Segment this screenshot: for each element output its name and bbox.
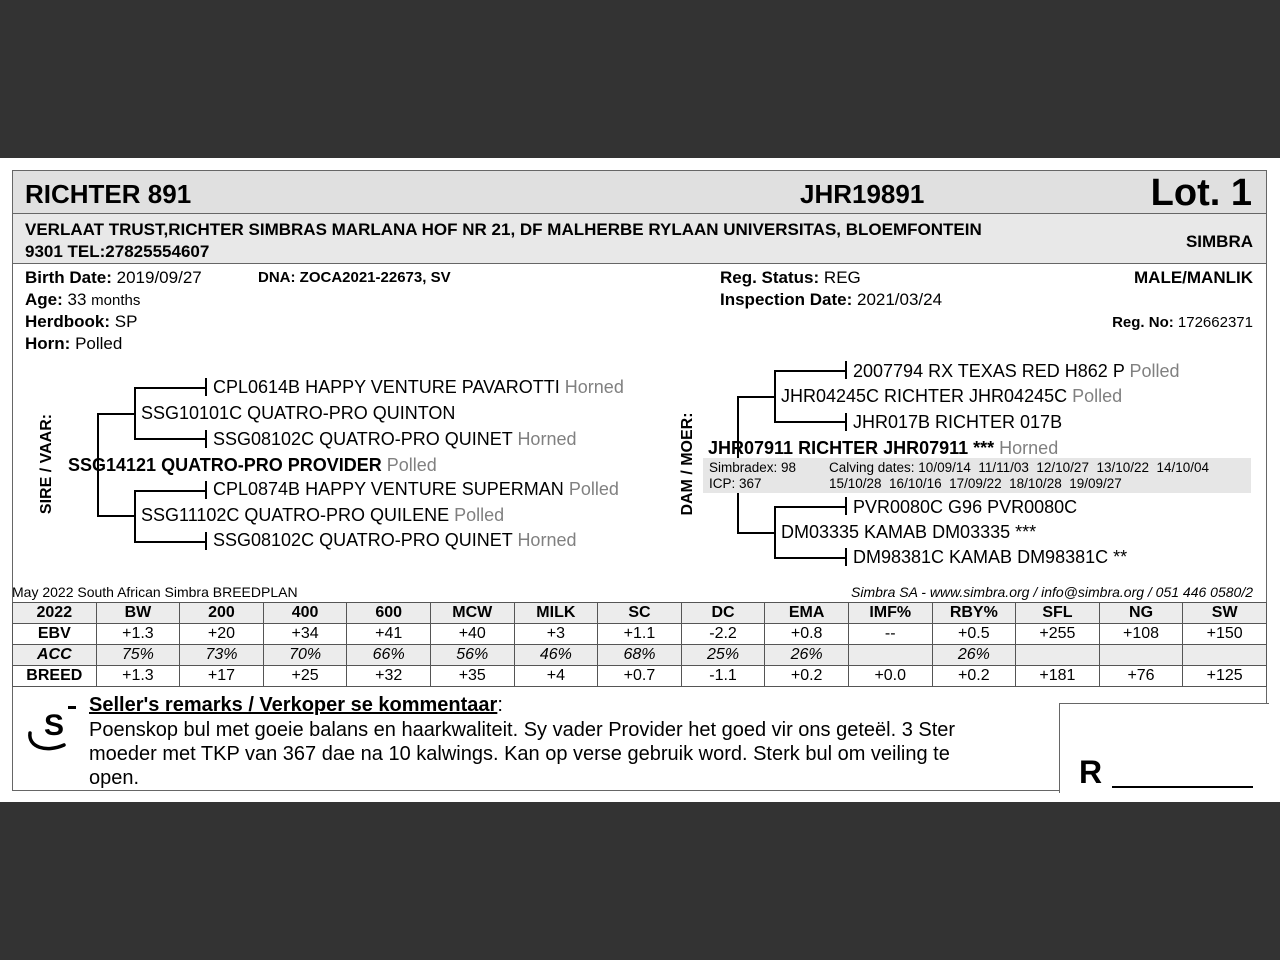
breed-cell: +181 — [1016, 666, 1100, 687]
ebv-cell: +0.5 — [932, 624, 1016, 645]
row-label: EBV — [13, 624, 97, 645]
pedigree-name: CPL0874B HAPPY VENTURE SUPERMAN — [213, 479, 564, 499]
sire-name — [68, 455, 437, 476]
herdbook — [25, 312, 137, 332]
pedigree-name: 2007794 RX TEXAS RED H862 P — [853, 361, 1125, 381]
acc-cell — [1183, 645, 1267, 666]
breed-cell: -1.1 — [681, 666, 765, 687]
horn-label: Horn: — [25, 334, 71, 353]
calving-dates-line2: 15/10/28 16/10/16 17/09/22 18/10/28 19/09/27 — [829, 476, 1122, 491]
pedigree-status: Horned — [564, 377, 624, 397]
ebv-header-cell: IMF% — [848, 603, 932, 624]
acc-cell: 66% — [347, 645, 431, 666]
birth-date — [25, 268, 202, 288]
dam-dam — [781, 522, 1036, 543]
breed-cell: +35 — [430, 666, 514, 687]
owner-address-line1: VERLAAT TRUST,RICHTER SIMBRAS MARLANA HOF NR 21, DF MALHERBE RYLAAN UNIVERSITAS, BLOEMFONTEIN — [25, 220, 982, 239]
pedigree-status: Horned — [517, 530, 577, 550]
ebv-cell: +3 — [514, 624, 598, 645]
reg-status-value: REG — [823, 268, 861, 287]
sire-dam-dam — [213, 530, 576, 551]
ebv-header-cell: DC — [681, 603, 765, 624]
ebv-cell: +0.8 — [765, 624, 849, 645]
remarks-title-text: Seller's remarks / Verkoper se kommentaar — [89, 694, 498, 716]
ebv-cell: +150 — [1183, 624, 1267, 645]
pedigree-name: SSG08102C QUATRO-PRO QUINET — [213, 429, 513, 449]
ebv-cell: +255 — [1016, 624, 1100, 645]
age — [25, 290, 140, 310]
age-value: 33 — [67, 290, 87, 309]
pedigree-name: SSG08102C QUATRO-PRO QUINET — [213, 530, 513, 550]
pedigree-status: Polled — [1129, 361, 1180, 381]
acc-cell: 73% — [180, 645, 264, 666]
pedigree-name: SSG10101C QUATRO-PRO QUINTON — [141, 403, 456, 423]
simbra-logo-icon — [24, 703, 78, 757]
acc-cell: 68% — [598, 645, 682, 666]
dam-sire — [781, 386, 1122, 407]
breed-cell: +1.3 — [96, 666, 180, 687]
acc-row — [13, 645, 1267, 666]
sex-label: MALE/MANLIK — [1134, 268, 1253, 287]
ebv-cell: +1.1 — [598, 624, 682, 645]
calving-dates-line1: Calving dates: 10/09/14 11/11/03 12/10/27 13/10/22 14/10/04 — [829, 460, 1210, 475]
pedigree-name: JHR04245C RICHTER JHR04245C — [781, 386, 1068, 406]
acc-cell: 70% — [263, 645, 347, 666]
ebv-cell: +1.3 — [96, 624, 180, 645]
ebv-cell: -2.2 — [681, 624, 765, 645]
dam-sire-dam — [853, 412, 1062, 433]
lot-number: Lot. 1 — [1150, 172, 1252, 214]
pedigree-name: PVR0080C G96 PVR0080C — [853, 497, 1078, 517]
acc-cell: 46% — [514, 645, 598, 666]
birth-date-label: Birth Date: — [25, 268, 112, 287]
acc-cell — [1099, 645, 1183, 666]
horn-value: Polled — [75, 334, 123, 353]
pedigree-name: SSG11102C QUATRO-PRO QUILENE — [141, 505, 450, 525]
pedigree-name: DM98381C KAMAB DM98381C ** — [853, 547, 1128, 567]
pedigree-status: Polled — [1072, 386, 1123, 406]
remarks-line2: moeder met TKP van 367 dae na 10 kalwings. Kan op verse gebruik word. Sterk bul om veiling te — [89, 743, 950, 765]
title-bar — [12, 170, 1267, 214]
contact-note: Simbra SA - www.simbra.org / info@simbra.org / 051 446 0580/2 — [851, 584, 1253, 600]
breed-cell: +25 — [263, 666, 347, 687]
dna-info: DNA: ZOCA2021-22673, SV — [258, 269, 451, 286]
remarks-colon: : — [497, 694, 503, 716]
inspection-date — [720, 290, 942, 310]
pedigree-name: DM03335 KAMAB DM03335 *** — [781, 522, 1037, 542]
reg-status-label: Reg. Status: — [720, 268, 820, 287]
ebv-cell: +40 — [430, 624, 514, 645]
ebv-header-cell: MCW — [430, 603, 514, 624]
breed-cell: +0.7 — [598, 666, 682, 687]
reg-number-value: 172662371 — [1177, 314, 1253, 331]
animal-name: RICHTER 891 — [25, 179, 192, 209]
dam-sire-sire — [853, 361, 1180, 382]
dam-dam-dam — [853, 547, 1127, 568]
age-unit: months — [91, 292, 141, 309]
sire-sire-sire — [213, 377, 624, 398]
ebv-header-cell: BW — [96, 603, 180, 624]
breed-cell: +4 — [514, 666, 598, 687]
acc-cell: 56% — [430, 645, 514, 666]
ebv-header-cell: 200 — [180, 603, 264, 624]
pedigree-status: Horned — [999, 438, 1059, 458]
sire-vertical-label: SIRE / VAAR: — [38, 413, 55, 515]
inspection-value: 2021/03/24 — [856, 290, 943, 309]
acc-cell: 26% — [932, 645, 1016, 666]
acc-cell: 75% — [96, 645, 180, 666]
sire-dam-sire — [213, 479, 619, 500]
ebv-header-cell: 600 — [347, 603, 431, 624]
age-label: Age: — [25, 290, 63, 309]
pedigree-status: Horned — [517, 429, 577, 449]
reg-number-label: Reg. No: — [1112, 314, 1174, 331]
remarks-title — [89, 694, 503, 717]
birth-date-value: 2019/09/27 — [116, 268, 202, 287]
owner-address-line2: 9301 TEL:27825554607 — [25, 242, 210, 261]
ebv-row — [13, 624, 1267, 645]
breed-label: SIMBRA — [1185, 232, 1253, 251]
breed-cell: +125 — [1183, 666, 1267, 687]
breed-cell: +0.0 — [848, 666, 932, 687]
ebv-cell: +108 — [1099, 624, 1183, 645]
acc-cell: 25% — [681, 645, 765, 666]
acc-cell: 26% — [765, 645, 849, 666]
pedigree-name: SSG14121 QUATRO-PRO PROVIDER — [68, 455, 382, 475]
sire-sire-dam — [213, 429, 576, 450]
simbradex: Simbradex: 98 — [709, 460, 797, 475]
pedigree-status: Polled — [454, 505, 505, 525]
pedigree-name: JHR07911 RICHTER JHR07911 *** — [708, 438, 995, 458]
lot-card — [0, 158, 1280, 802]
icp: ICP: 367 — [709, 476, 762, 491]
ebv-header-cell: SC — [598, 603, 682, 624]
inspection-label: Inspection Date: — [720, 290, 853, 309]
pedigree-status: Polled — [568, 479, 619, 499]
dam-dam-sire — [853, 497, 1077, 518]
ebv-header-cell: NG — [1099, 603, 1183, 624]
row-label: BREED — [13, 666, 97, 687]
breedplan-note: May 2022 South African Simbra BREEDPLAN — [12, 584, 298, 600]
animal-id: JHR19891 — [800, 179, 925, 209]
herdbook-value: SP — [114, 312, 138, 331]
breed-cell: +0.2 — [765, 666, 849, 687]
breed-cell: +17 — [180, 666, 264, 687]
ebv-header-cell: SW — [1183, 603, 1267, 624]
reg-number — [1112, 314, 1253, 331]
acc-cell — [848, 645, 932, 666]
price-entry-line[interactable] — [1112, 786, 1253, 788]
horn — [25, 334, 122, 354]
ebv-header-cell: MILK — [514, 603, 598, 624]
ebv-header-cell: SFL — [1016, 603, 1100, 624]
price-currency: R — [1079, 754, 1103, 790]
pedigree-status: Polled — [386, 455, 437, 475]
row-label: ACC — [13, 645, 97, 666]
breed-cell: +76 — [1099, 666, 1183, 687]
dam-vertical-label: DAM / MOER: — [679, 412, 696, 516]
ebv-cell: +41 — [347, 624, 431, 645]
breed-row — [13, 666, 1267, 687]
ebv-table — [12, 602, 1267, 687]
ebv-cell: +34 — [263, 624, 347, 645]
sire-dam — [141, 505, 504, 526]
pedigree-name: CPL0614B HAPPY VENTURE PAVAROTTI — [213, 377, 560, 397]
ebv-header-cell: EMA — [765, 603, 849, 624]
herdbook-label: Herdbook: — [25, 312, 110, 331]
ebv-cell: -- — [848, 624, 932, 645]
ebv-header-cell: 400 — [263, 603, 347, 624]
acc-cell — [1016, 645, 1100, 666]
ebv-header-cell: 2022 — [13, 603, 97, 624]
pedigree-name: JHR017B RICHTER 017B — [853, 412, 1063, 432]
breed-cell: +0.2 — [932, 666, 1016, 687]
sire-sire — [141, 403, 455, 424]
breed-cell: +32 — [347, 666, 431, 687]
dam-name — [708, 438, 1058, 459]
ebv-cell: +20 — [180, 624, 264, 645]
ebv-header-cell: RBY% — [932, 603, 1016, 624]
logo-letter: S — [44, 709, 65, 742]
remarks-line1: Poenskop bul met goeie balans en haarkwaliteit. Sy vader Provider het goed vir ons geteël. 3 Ster — [89, 719, 956, 741]
reg-status — [720, 268, 861, 288]
remarks-line3: open. — [89, 767, 140, 789]
ebv-header-row — [13, 603, 1267, 624]
